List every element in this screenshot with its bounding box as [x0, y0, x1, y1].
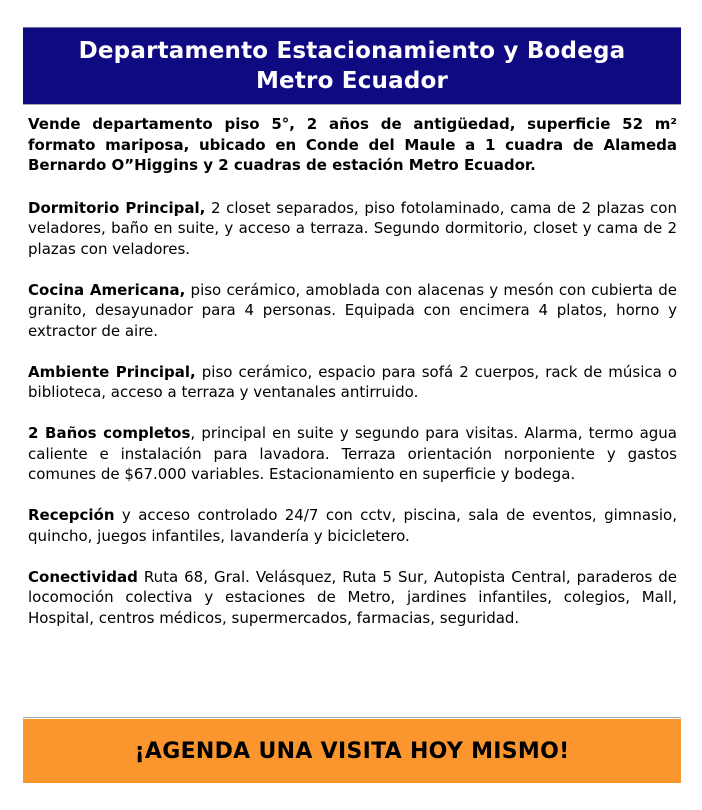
section-heading: Cocina Americana, [28, 280, 186, 299]
top-divider [23, 104, 681, 105]
section-conectividad [28, 567, 677, 629]
section-text: , principal en suite y segundo para visitas. Alarma, termo agua caliente e instalación para lavadora. Terraza orientación norponiente y gastos comunes de $67.000 variables. Estacionamiento en superficie y bodega. [28, 424, 677, 483]
section-recepcion [28, 505, 677, 546]
section-dormitorio [28, 198, 677, 260]
page-title-line-2: Metro Ecuador [255, 68, 449, 94]
section-heading: 2 Baños completos [28, 424, 191, 442]
listing-description [28, 114, 677, 649]
section-heading: Dormitorio Principal, [28, 198, 206, 217]
section-text: piso cerámico, espacio para sofá 2 cuerpos, rack de música o biblioteca, acceso a terraza y ventanales antirruido. [28, 362, 677, 401]
schedule-visit-banner[interactable] [23, 719, 681, 783]
section-text: 2 closet separados, piso fotolaminado, cama de 2 plazas con veladores, baño en suite, y acceso a terraza. Segundo dormitorio, closet y cama de 2 plazas con veladores. [28, 198, 677, 258]
section-heading: Ambiente Principal, [28, 362, 196, 381]
section-ambiente [28, 362, 677, 403]
section-cocina [28, 280, 677, 342]
section-heading: Conectividad [28, 567, 138, 586]
section-banos [28, 423, 677, 485]
cta-label: ¡AGENDA UNA VISITA HOY MISMO! [134, 738, 570, 764]
section-text: piso cerámico, amoblada con alacenas y mesón con cubierta de granito, desayunador para 4 personas. Equipada con encimera 4 platos, horno y extractor de aire. [28, 280, 677, 340]
section-text: Ruta 68, Gral. Velásquez, Ruta 5 Sur, Autopista Central, paraderos de locomoción colectiva y estaciones de Metro, jardines infantiles, colegios, Mall, Hospital, centros médicos, supermercados, farmacias, seguridad. [28, 567, 677, 627]
bottom-divider [23, 717, 681, 718]
section-heading: Recepción [28, 506, 115, 524]
page-title-line-1: Departamento Estacionamiento y Bodega [78, 38, 626, 64]
section-text: y acceso controlado 24/7 con cctv, piscina, sala de eventos, gimnasio, quincho, juegos infantiles, lavandería y bicicletero. [28, 506, 677, 545]
title-banner [23, 27, 681, 104]
intro-paragraph: Vende departamento piso 5°, 2 años de antigüedad, superficie 52 m² formato mariposa, ubicado en Conde del Maule a 1 cuadra de Alameda Bernardo O”Higgins y 2 cuadras de estación Metro Ecuador. [28, 115, 677, 174]
